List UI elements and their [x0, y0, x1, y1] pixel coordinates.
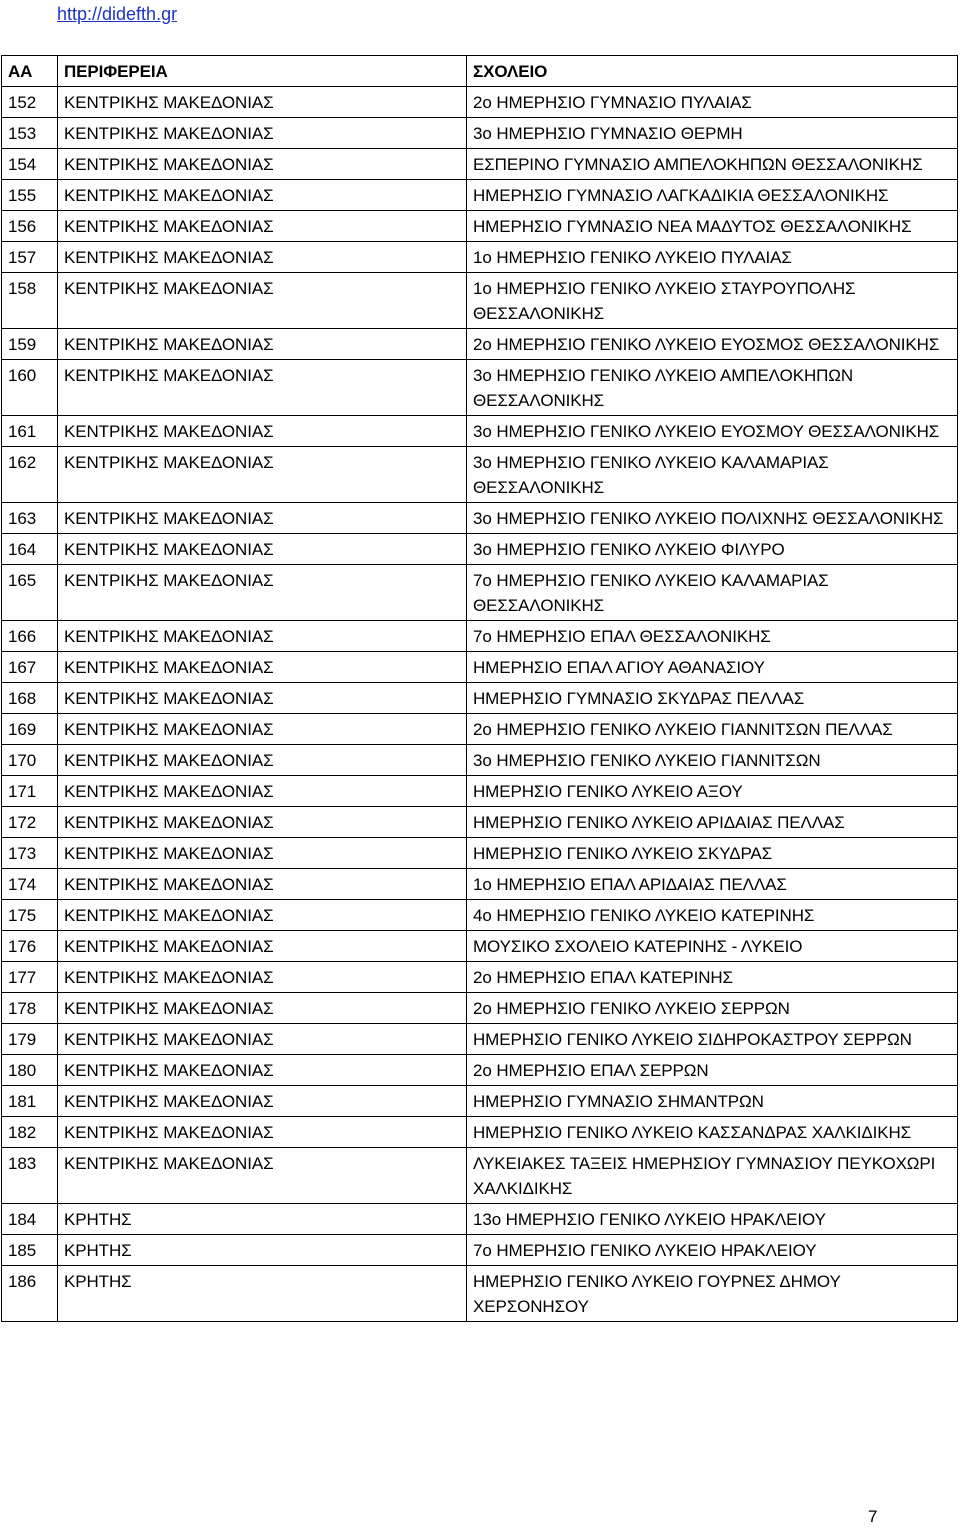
cell-school: ΗΜΕΡΗΣΙΟ ΓΥΜΝΑΣΙΟ ΝΕΑ ΜΑΔΥΤΟΣ ΘΕΣΣΑΛΟΝΙΚΗΣ: [467, 211, 958, 242]
cell-aa: 174: [2, 869, 58, 900]
table-row: [2, 1266, 958, 1322]
table-row: [2, 993, 958, 1024]
table-row: [2, 87, 958, 118]
cell-region: ΚΕΝΤΡΙΚΗΣ ΜΑΚΕΔΟΝΙΑΣ: [58, 273, 467, 329]
cell-aa: 162: [2, 447, 58, 503]
cell-region: ΚΕΝΤΡΙΚΗΣ ΜΑΚΕΔΟΝΙΑΣ: [58, 565, 467, 621]
cell-aa: 160: [2, 360, 58, 416]
cell-region: ΚΕΝΤΡΙΚΗΣ ΜΑΚΕΔΟΝΙΑΣ: [58, 180, 467, 211]
cell-region: ΚΕΝΤΡΙΚΗΣ ΜΑΚΕΔΟΝΙΑΣ: [58, 416, 467, 447]
cell-region: ΚΕΝΤΡΙΚΗΣ ΜΑΚΕΔΟΝΙΑΣ: [58, 900, 467, 931]
table-row: [2, 447, 958, 503]
cell-region: ΚΕΝΤΡΙΚΗΣ ΜΑΚΕΔΟΝΙΑΣ: [58, 838, 467, 869]
cell-region: ΚΕΝΤΡΙΚΗΣ ΜΑΚΕΔΟΝΙΑΣ: [58, 503, 467, 534]
cell-school: ΛΥΚΕΙΑΚΕΣ ΤΑΞΕΙΣ ΗΜΕΡΗΣΙΟΥ ΓΥΜΝΑΣΙΟΥ ΠΕΥΚΟΧΩΡΙ ΧΑΛΚΙΔΙΚΗΣ: [467, 1148, 958, 1204]
cell-region: ΚΕΝΤΡΙΚΗΣ ΜΑΚΕΔΟΝΙΑΣ: [58, 1086, 467, 1117]
cell-aa: 179: [2, 1024, 58, 1055]
cell-aa: 153: [2, 118, 58, 149]
cell-aa: 163: [2, 503, 58, 534]
cell-region: ΚΕΝΤΡΙΚΗΣ ΜΑΚΕΔΟΝΙΑΣ: [58, 714, 467, 745]
cell-region: ΚΕΝΤΡΙΚΗΣ ΜΑΚΕΔΟΝΙΑΣ: [58, 621, 467, 652]
cell-region: ΚΕΝΤΡΙΚΗΣ ΜΑΚΕΔΟΝΙΑΣ: [58, 1024, 467, 1055]
table-row: [2, 149, 958, 180]
table-row: [2, 180, 958, 211]
cell-school: 1ο ΗΜΕΡΗΣΙΟ ΓΕΝΙΚΟ ΛΥΚΕΙΟ ΣΤΑΥΡΟΥΠΟΛΗΣ ΘΕΣΣΑΛΟΝΙΚΗΣ: [467, 273, 958, 329]
cell-aa: 175: [2, 900, 58, 931]
cell-region: ΚΕΝΤΡΙΚΗΣ ΜΑΚΕΔΟΝΙΑΣ: [58, 87, 467, 118]
cell-school: ΗΜΕΡΗΣΙΟ ΓΥΜΝΑΣΙΟ ΣΚΥΔΡΑΣ ΠΕΛΛΑΣ: [467, 683, 958, 714]
column-header-school: ΣΧΟΛΕΙΟ: [467, 56, 958, 87]
table-row: [2, 118, 958, 149]
cell-school: 1ο ΗΜΕΡΗΣΙΟ ΕΠΑΛ ΑΡΙΔΑΙΑΣ ΠΕΛΛΑΣ: [467, 869, 958, 900]
cell-school: 2ο ΗΜΕΡΗΣΙΟ ΓΕΝΙΚΟ ΛΥΚΕΙΟ ΕΥΟΣΜΟΣ ΘΕΣΣΑΛΟΝΙΚΗΣ: [467, 329, 958, 360]
cell-aa: 184: [2, 1204, 58, 1235]
cell-region: ΚΕΝΤΡΙΚΗΣ ΜΑΚΕΔΟΝΙΑΣ: [58, 1148, 467, 1204]
cell-aa: 158: [2, 273, 58, 329]
table-row: [2, 1204, 958, 1235]
cell-school: 3ο ΗΜΕΡΗΣΙΟ ΓΕΝΙΚΟ ΛΥΚΕΙΟ ΚΑΛΑΜΑΡΙΑΣ ΘΕΣΣΑΛΟΝΙΚΗΣ: [467, 447, 958, 503]
cell-school: 3ο ΗΜΕΡΗΣΙΟ ΓΕΝΙΚΟ ΛΥΚΕΙΟ ΑΜΠΕΛΟΚΗΠΩΝ ΘΕΣΣΑΛΟΝΙΚΗΣ: [467, 360, 958, 416]
cell-school: 2ο ΗΜΕΡΗΣΙΟ ΓΕΝΙΚΟ ΛΥΚΕΙΟ ΣΕΡΡΩΝ: [467, 993, 958, 1024]
cell-aa: 165: [2, 565, 58, 621]
table-row: [2, 900, 958, 931]
cell-aa: 168: [2, 683, 58, 714]
table-row: [2, 714, 958, 745]
table-row: [2, 211, 958, 242]
cell-region: ΚΕΝΤΡΙΚΗΣ ΜΑΚΕΔΟΝΙΑΣ: [58, 534, 467, 565]
table-row: [2, 1235, 958, 1266]
table-row: [2, 931, 958, 962]
header-link[interactable]: http://didefth.gr: [57, 4, 178, 24]
cell-aa: 182: [2, 1117, 58, 1148]
cell-school: ΗΜΕΡΗΣΙΟ ΓΕΝΙΚΟ ΛΥΚΕΙΟ ΣΚΥΔΡΑΣ: [467, 838, 958, 869]
cell-school: 7ο ΗΜΕΡΗΣΙΟ ΕΠΑΛ ΘΕΣΣΑΛΟΝΙΚΗΣ: [467, 621, 958, 652]
cell-aa: 183: [2, 1148, 58, 1204]
cell-school: ΗΜΕΡΗΣΙΟ ΓΕΝΙΚΟ ΛΥΚΕΙΟ ΑΞΟΥ: [467, 776, 958, 807]
page-number: 7: [868, 1507, 878, 1526]
cell-school: ΕΣΠΕΡΙΝΟ ΓΥΜΝΑΣΙΟ ΑΜΠΕΛΟΚΗΠΩΝ ΘΕΣΣΑΛΟΝΙΚΗΣ: [467, 149, 958, 180]
cell-region: ΚΕΝΤΡΙΚΗΣ ΜΑΚΕΔΟΝΙΑΣ: [58, 962, 467, 993]
cell-region: ΚΕΝΤΡΙΚΗΣ ΜΑΚΕΔΟΝΙΑΣ: [58, 1117, 467, 1148]
cell-school: 3ο ΗΜΕΡΗΣΙΟ ΓΕΝΙΚΟ ΛΥΚΕΙΟ ΓΙΑΝΝΙΤΣΩΝ: [467, 745, 958, 776]
table-row: [2, 652, 958, 683]
cell-school: 2ο ΗΜΕΡΗΣΙΟ ΕΠΑΛ ΣΕΡΡΩΝ: [467, 1055, 958, 1086]
cell-region: ΚΕΝΤΡΙΚΗΣ ΜΑΚΕΔΟΝΙΑΣ: [58, 869, 467, 900]
cell-aa: 181: [2, 1086, 58, 1117]
table-row: [2, 416, 958, 447]
table-header-row: [2, 56, 958, 87]
table-row: [2, 1086, 958, 1117]
table-row: [2, 745, 958, 776]
cell-school: 2ο ΗΜΕΡΗΣΙΟ ΓΥΜΝΑΣΙΟ ΠΥΛΑΙΑΣ: [467, 87, 958, 118]
cell-school: ΗΜΕΡΗΣΙΟ ΓΥΜΝΑΣΙΟ ΣΗΜΑΝΤΡΩΝ: [467, 1086, 958, 1117]
cell-region: ΚΕΝΤΡΙΚΗΣ ΜΑΚΕΔΟΝΙΑΣ: [58, 447, 467, 503]
cell-aa: 169: [2, 714, 58, 745]
table-row: [2, 534, 958, 565]
cell-aa: 177: [2, 962, 58, 993]
cell-aa: 178: [2, 993, 58, 1024]
cell-region: ΚΕΝΤΡΙΚΗΣ ΜΑΚΕΔΟΝΙΑΣ: [58, 329, 467, 360]
table-row: [2, 621, 958, 652]
cell-aa: 186: [2, 1266, 58, 1322]
table-row: [2, 565, 958, 621]
cell-region: ΚΕΝΤΡΙΚΗΣ ΜΑΚΕΔΟΝΙΑΣ: [58, 993, 467, 1024]
cell-aa: 155: [2, 180, 58, 211]
cell-school: ΜΟΥΣΙΚΟ ΣΧΟΛΕΙΟ ΚΑΤΕΡΙΝΗΣ - ΛΥΚΕΙΟ: [467, 931, 958, 962]
cell-school: 3ο ΗΜΕΡΗΣΙΟ ΓΥΜΝΑΣΙΟ ΘΕΡΜΗ: [467, 118, 958, 149]
cell-region: ΚΕΝΤΡΙΚΗΣ ΜΑΚΕΔΟΝΙΑΣ: [58, 360, 467, 416]
table-row: [2, 962, 958, 993]
cell-region: ΚΕΝΤΡΙΚΗΣ ΜΑΚΕΔΟΝΙΑΣ: [58, 745, 467, 776]
cell-school: 2ο ΗΜΕΡΗΣΙΟ ΕΠΑΛ ΚΑΤΕΡΙΝΗΣ: [467, 962, 958, 993]
cell-region: ΚΕΝΤΡΙΚΗΣ ΜΑΚΕΔΟΝΙΑΣ: [58, 683, 467, 714]
cell-region: ΚΕΝΤΡΙΚΗΣ ΜΑΚΕΔΟΝΙΑΣ: [58, 118, 467, 149]
table-body: [2, 87, 958, 1322]
cell-aa: 161: [2, 416, 58, 447]
cell-school: ΗΜΕΡΗΣΙΟ ΓΕΝΙΚΟ ΛΥΚΕΙΟ ΓΟΥΡΝΕΣ ΔΗΜΟΥ ΧΕΡΣΟΝΗΣΟΥ: [467, 1266, 958, 1322]
cell-aa: 180: [2, 1055, 58, 1086]
cell-aa: 185: [2, 1235, 58, 1266]
cell-school: 7ο ΗΜΕΡΗΣΙΟ ΓΕΝΙΚΟ ΛΥΚΕΙΟ ΗΡΑΚΛΕΙΟΥ: [467, 1235, 958, 1266]
cell-region: ΚΕΝΤΡΙΚΗΣ ΜΑΚΕΔΟΝΙΑΣ: [58, 776, 467, 807]
cell-school: 3ο ΗΜΕΡΗΣΙΟ ΓΕΝΙΚΟ ΛΥΚΕΙΟ ΦΙΛΥΡΟ: [467, 534, 958, 565]
table-row: [2, 776, 958, 807]
table-row: [2, 242, 958, 273]
cell-school: 4ο ΗΜΕΡΗΣΙΟ ΓΕΝΙΚΟ ΛΥΚΕΙΟ ΚΑΤΕΡΙΝΗΣ: [467, 900, 958, 931]
table-row: [2, 1117, 958, 1148]
cell-aa: 172: [2, 807, 58, 838]
table-row: [2, 683, 958, 714]
table-row: [2, 869, 958, 900]
cell-region: ΚΕΝΤΡΙΚΗΣ ΜΑΚΕΔΟΝΙΑΣ: [58, 1055, 467, 1086]
cell-aa: 154: [2, 149, 58, 180]
cell-school: 3ο ΗΜΕΡΗΣΙΟ ΓΕΝΙΚΟ ΛΥΚΕΙΟ ΕΥΟΣΜΟΥ ΘΕΣΣΑΛΟΝΙΚΗΣ: [467, 416, 958, 447]
column-header-aa: ΑΑ: [2, 56, 58, 87]
cell-aa: 156: [2, 211, 58, 242]
cell-region: ΚΡΗΤΗΣ: [58, 1266, 467, 1322]
cell-school: 2ο ΗΜΕΡΗΣΙΟ ΓΕΝΙΚΟ ΛΥΚΕΙΟ ΓΙΑΝΝΙΤΣΩΝ ΠΕΛΛΑΣ: [467, 714, 958, 745]
table-row: [2, 807, 958, 838]
cell-aa: 164: [2, 534, 58, 565]
cell-region: ΚΕΝΤΡΙΚΗΣ ΜΑΚΕΔΟΝΙΑΣ: [58, 242, 467, 273]
cell-aa: 159: [2, 329, 58, 360]
cell-aa: 152: [2, 87, 58, 118]
cell-school: 13ο ΗΜΕΡΗΣΙΟ ΓΕΝΙΚΟ ΛΥΚΕΙΟ ΗΡΑΚΛΕΙΟΥ: [467, 1204, 958, 1235]
cell-aa: 170: [2, 745, 58, 776]
cell-school: ΗΜΕΡΗΣΙΟ ΕΠΑΛ ΑΓΙΟΥ ΑΘΑΝΑΣΙΟΥ: [467, 652, 958, 683]
cell-region: ΚΡΗΤΗΣ: [58, 1204, 467, 1235]
cell-region: ΚΕΝΤΡΙΚΗΣ ΜΑΚΕΔΟΝΙΑΣ: [58, 931, 467, 962]
cell-aa: 176: [2, 931, 58, 962]
cell-region: ΚΕΝΤΡΙΚΗΣ ΜΑΚΕΔΟΝΙΑΣ: [58, 652, 467, 683]
cell-aa: 173: [2, 838, 58, 869]
cell-region: ΚΕΝΤΡΙΚΗΣ ΜΑΚΕΔΟΝΙΑΣ: [58, 211, 467, 242]
cell-school: 1ο ΗΜΕΡΗΣΙΟ ΓΕΝΙΚΟ ΛΥΚΕΙΟ ΠΥΛΑΙΑΣ: [467, 242, 958, 273]
table-row: [2, 329, 958, 360]
table-row: [2, 1055, 958, 1086]
table-row: [2, 1148, 958, 1204]
cell-aa: 157: [2, 242, 58, 273]
cell-school: ΗΜΕΡΗΣΙΟ ΓΕΝΙΚΟ ΛΥΚΕΙΟ ΣΙΔΗΡΟΚΑΣΤΡΟΥ ΣΕΡΡΩΝ: [467, 1024, 958, 1055]
cell-school: ΗΜΕΡΗΣΙΟ ΓΥΜΝΑΣΙΟ ΛΑΓΚΑΔΙΚΙΑ ΘΕΣΣΑΛΟΝΙΚΗΣ: [467, 180, 958, 211]
column-header-region: ΠΕΡΙΦΕΡΕΙΑ: [58, 56, 467, 87]
table-row: [2, 273, 958, 329]
cell-aa: 166: [2, 621, 58, 652]
cell-region: ΚΕΝΤΡΙΚΗΣ ΜΑΚΕΔΟΝΙΑΣ: [58, 807, 467, 838]
cell-school: ΗΜΕΡΗΣΙΟ ΓΕΝΙΚΟ ΛΥΚΕΙΟ ΚΑΣΣΑΝΔΡΑΣ ΧΑΛΚΙΔΙΚΗΣ: [467, 1117, 958, 1148]
table-row: [2, 1024, 958, 1055]
schools-table: [1, 55, 958, 1322]
table-row: [2, 360, 958, 416]
table-row: [2, 838, 958, 869]
cell-school: 7ο ΗΜΕΡΗΣΙΟ ΓΕΝΙΚΟ ΛΥΚΕΙΟ ΚΑΛΑΜΑΡΙΑΣ ΘΕΣΣΑΛΟΝΙΚΗΣ: [467, 565, 958, 621]
cell-school: 3ο ΗΜΕΡΗΣΙΟ ΓΕΝΙΚΟ ΛΥΚΕΙΟ ΠΟΛΙΧΝΗΣ ΘΕΣΣΑΛΟΝΙΚΗΣ: [467, 503, 958, 534]
cell-region: ΚΡΗΤΗΣ: [58, 1235, 467, 1266]
cell-school: ΗΜΕΡΗΣΙΟ ΓΕΝΙΚΟ ΛΥΚΕΙΟ ΑΡΙΔΑΙΑΣ ΠΕΛΛΑΣ: [467, 807, 958, 838]
cell-region: ΚΕΝΤΡΙΚΗΣ ΜΑΚΕΔΟΝΙΑΣ: [58, 149, 467, 180]
cell-aa: 167: [2, 652, 58, 683]
cell-aa: 171: [2, 776, 58, 807]
table-row: [2, 503, 958, 534]
